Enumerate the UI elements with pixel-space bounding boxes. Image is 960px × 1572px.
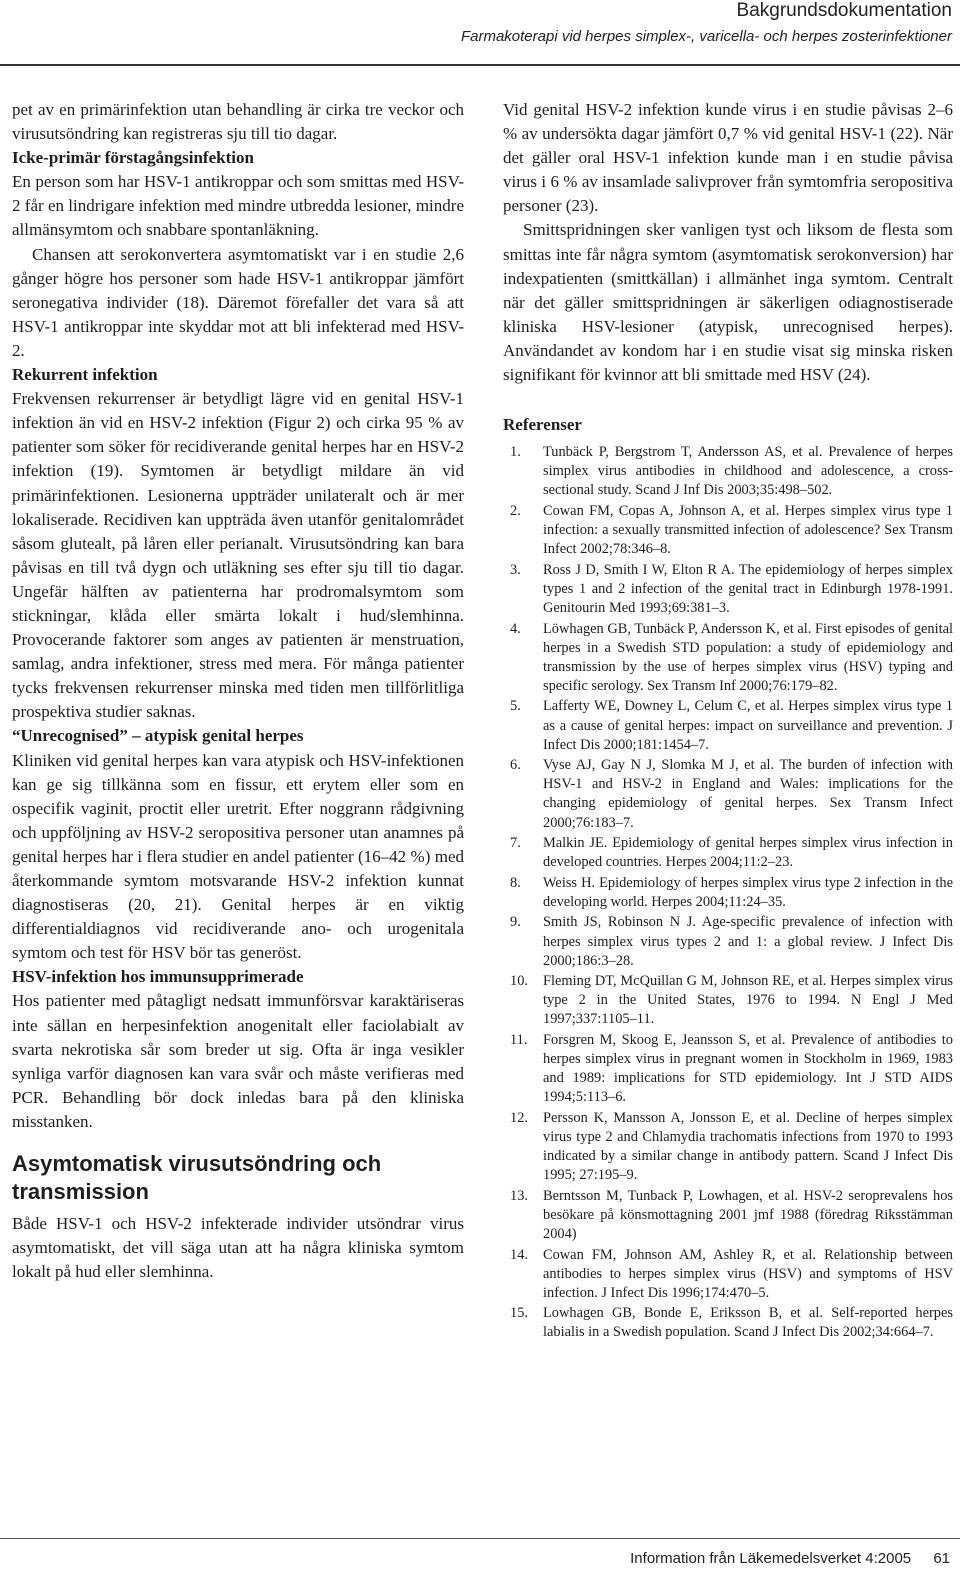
reference-item <box>503 834 953 872</box>
subheading-unrecognised: “Unrecognised” – atypisk genital herpes <box>12 726 304 746</box>
reference-number: 8. <box>510 874 521 891</box>
reference-item <box>503 697 953 754</box>
reference-item <box>503 874 953 912</box>
reference-item <box>503 913 953 970</box>
reference-item <box>503 620 953 696</box>
section-heading-asymptomatic: Asymtomatisk virusutsöndring och transmission <box>12 1151 382 1205</box>
paragraph-nonprimary-2: Chansen att serokonvertera asymtomatiskt var i en studie 2,6 gånger högre hos personer som hade HSV-1 antikroppar jämfört seronegativa individer (18). Däremot förefaller det vara så att HSV-1 antikroppar inte skyddar mot att bli infekterad med HSV-2. <box>12 244 464 360</box>
reference-text: Berntsson M, Tunback P, Lowhagen, et al. HSV-2 seroprevalens hos besökare på könsmottagning 2001 jmf 1988 (föredrag Riksstämman 2004) <box>543 1187 953 1242</box>
paragraph-recurrent: Frekvensen rekurrenser är betydligt lägre vid en genital HSV-1 infektion än vid en HSV-2 infektion (Figur 2) och cirka 95 % av patienter som söker för recidiverande genital herpes har en HSV-2 infektion (19). Symtomen är betydligt mildare än vid primärinfektionen. Lesionerna uppträder unilateralt och är mer lokaliserade. Recidiven kan uppträda även utanför genitalområdet såsom glutealt, på låren eller perianalt. Virusutsöndring kan bara påvisas en till två dygn och utläkning ses efter sju till tio dagar. Ungefär hälften av patienterna har prodromalsymtom som stickningar, klåda eller smärta lokalt i hud/slemhinna. Provocerande faktorer som anges av patienten är menstruation, samlag, andra infektioner, stress med mera. För många patienter tycks frekvensen rekurrenser minska med tiden men tillförlitliga prospektiva studier saknas. <box>12 389 464 722</box>
reference-text: Cowan FM, Johnson AM, Ashley R, et al. Relationship between antibodies to herpes simplex virus (HSV) and symptoms of HSV infection. J Infect Dis 1996;174:470–5. <box>543 1246 953 1301</box>
references-heading: Referenser <box>503 415 582 435</box>
reference-number: 7. <box>510 835 521 852</box>
footer-source: Information från Läkemedelsverket 4:2005 <box>630 1550 912 1567</box>
reference-text: Lafferty WE, Downey L, Celum C, et al. Herpes simplex virus type 1 as a cause of genital herpes: impact on surveillance and prevention. J Infect Dis 2000;181:1454–7. <box>543 698 953 753</box>
page-footer <box>630 1550 950 1567</box>
subheading-immunosuppressed: HSV-infektion hos immunsupprimerade <box>12 967 304 987</box>
reference-text: Malkin JE. Epidemiology of genital herpes simplex virus infection in developed countries. Herpes 2004;11:2–23. <box>543 835 953 871</box>
paragraph-transmission: Smittspridningen sker vanligen tyst och liksom de flesta som smittas inte får några symtom (asymtomatisk serokonversion) har indexpatienten (smittkällan) i allmänhet inga symtom. Centralt när det gäller smittspridningen är säkerligen odiagnostiserade kliniska HSV-lesioner (atypisk, unrecognised herpes). Användandet av kondom har i en studie visat sig minska risken signifikant för kvinnor att bli smittade med HSV (24). <box>503 220 953 385</box>
reference-number: 9. <box>510 914 521 931</box>
subheading-recurrent: Rekurrent infektion <box>12 365 158 385</box>
reference-list <box>503 443 953 1342</box>
reference-text: Persson K, Mansson A, Jonsson E, et al. Decline of herpes simplex virus type 2 and Chlamydia trachomatis infections from 1970 to 1993 indicated by a similar change in antibody pattern. Scand J Infect Dis 1995; 27:195–9. <box>543 1109 953 1184</box>
reference-item <box>503 1031 953 1107</box>
reference-number: 15. <box>510 1305 528 1322</box>
reference-text: Ross J D, Smith I W, Elton R A. The epidemiology of herpes simplex types 1 and 2 infection of the genital tract in Edinburgh 1978-1991. Genitourin Med 1993;69:381–3. <box>543 561 953 616</box>
paragraph-continued: pet av en primärinfektion utan behandling är cirka tre veckor och virusutsöndring kan registreras sju till tio dagar. <box>12 100 464 144</box>
left-column <box>12 98 464 1284</box>
right-column <box>503 98 953 1344</box>
subheading-nonprimary: Icke-primär förstagångsinfektion <box>12 148 254 168</box>
reference-text: Weiss H. Epidemiology of herpes simplex virus type 2 infection in the developing world. Herpes 2004;11:24–35. <box>543 874 953 910</box>
reference-item <box>503 443 953 500</box>
reference-item <box>503 1246 953 1303</box>
reference-number: 1. <box>510 444 521 461</box>
reference-text: Forsgren M, Skoog E, Jeansson S, et al. Prevalence of antibodies to herpes simplex virus in pregnant women in Stockholm in 1969, 1983 and 1989: implications for STD epidemiology. Int J STD AIDS 1994;5:113–6. <box>543 1032 953 1106</box>
reference-number: 2. <box>510 503 521 519</box>
reference-text: Cowan FM, Copas A, Johnson A, et al. Herpes simplex virus type 1 infection: a sexually transmitted infection of adolescence? Sex Transm Infect 2002;78:346–8. <box>543 503 953 558</box>
page-number: 61 <box>933 1550 950 1567</box>
reference-number: 3. <box>510 561 521 578</box>
reference-item <box>503 502 953 559</box>
reference-number: 14. <box>510 1246 528 1263</box>
running-header-title: Bakgrundsdokumentation <box>736 0 952 21</box>
reference-item <box>503 756 953 832</box>
reference-number: 5. <box>510 698 521 715</box>
reference-text: Tunbäck P, Bergstrom T, Andersson AS, et al. Prevalence of herpes simplex virus antibodies in childhood and adolescence, a cross-sectional study. Scand J Inf Dis 2003;35:498–502. <box>543 444 953 499</box>
paragraph-nonprimary-1: En person som har HSV-1 antikroppar och som smittas med HSV-2 får en lindrigare infektion med mindre utbredda lesioner, mindre allmänsymtom och snabbare spontanläkning. <box>12 172 464 240</box>
paragraph-unrecognised: Kliniken vid genital herpes kan vara atypisk och HSV-infektionen kan ge sig tillkänna som en fissur, ett erytem eller som en ospecifik vaginit, proctit eller uretrit. Efter noggrann rådgivning och uppföljning av HSV-2 seropositiva personer utan anamnes på genital herpes har i flera studier en andel patienter (16–42 %) med återkommande symtom motsvarande HSV-2 infektion kunnat diagnostiseras (20, 21). Genital herpes är en viktig differentialdiagnos vid recidiverande ano- och urogenitala symtom och test för HSV bör tas generöst. <box>12 750 464 963</box>
reference-number: 13. <box>510 1187 528 1204</box>
reference-item <box>503 1109 953 1185</box>
footer-divider <box>0 1538 960 1539</box>
reference-text: Vyse AJ, Gay N J, Slomka M J, et al. The burden of infection with HSV-1 and HSV-2 in England and Wales: implications for the changing epidemiology of genital herpes. Sex Transm Infect 2000;76:183–7. <box>543 757 953 831</box>
reference-text: Fleming DT, McQuillan G M, Johnson RE, et al. Herpes simplex virus type 2 in the United States, 1976 to 1994. N Engl J Med 1997;337:1105–11. <box>543 973 953 1028</box>
running-header-subtitle: Farmakoterapi vid herpes simplex-, varicella- och herpes zosterinfektioner <box>460 28 952 45</box>
reference-item <box>503 1187 953 1244</box>
reference-text: Smith JS, Robinson N J. Age-specific prevalence of infection with herpes simplex virus types 2 and 1: a global review. J Infect Dis 2000;186:3–28. <box>543 914 953 969</box>
reference-number: 4. <box>510 620 521 637</box>
reference-item <box>503 972 953 1029</box>
reference-text: Löwhagen GB, Tunbäck P, Andersson K, et al. First episodes of genital herpes in a Swedish STD population: a study of epidemiology and transmission by the use of herpes simplex virus (HSV) typing and specific serology. Sex Transm Inf 2000;76:179–82. <box>543 620 953 694</box>
reference-number: 12. <box>510 1109 528 1126</box>
reference-number: 11. <box>510 1032 528 1049</box>
reference-item <box>503 1304 953 1342</box>
reference-number: 10. <box>510 973 528 990</box>
reference-item <box>503 561 953 618</box>
paragraph-immunosuppressed: Hos patienter med påtagligt nedsatt immunförsvar karaktäriseras inte sällan en herpesinfektion anogenitalt eller faciolabialt av svarta nekrotiska sår som breder ut sig. Ofta är inga vesikler synliga varför diagnosen kan vara svår och måste verifieras med PCR. Behandling bör dock inledas bara på den kliniska misstanken. <box>12 991 464 1131</box>
header-divider <box>0 64 960 66</box>
reference-text: Lowhagen GB, Bonde E, Eriksson B, et al. Self-reported herpes labialis in a Swedish population. Scand J Infect Dis 2002;34:664–7. <box>543 1305 953 1341</box>
paragraph-shedding: Vid genital HSV-2 infektion kunde virus i en studie påvisas 2–6 % av undersökta dagar jämfört 0,7 % vid genital HSV-1 (22). När det gäller oral HSV-1 infektion kunde man i en studie påvisa virus i 6 % av insamlade salivprover från symtomfria seropositiva personer (23). <box>503 100 953 216</box>
paragraph-asymptomatic: Både HSV-1 och HSV-2 infekterade individer utsöndrar virus asymtomatiskt, det vill säga utan att ha några kliniska symtom lokalt på hud eller slemhinna. <box>12 1214 464 1282</box>
reference-number: 6. <box>510 757 521 774</box>
